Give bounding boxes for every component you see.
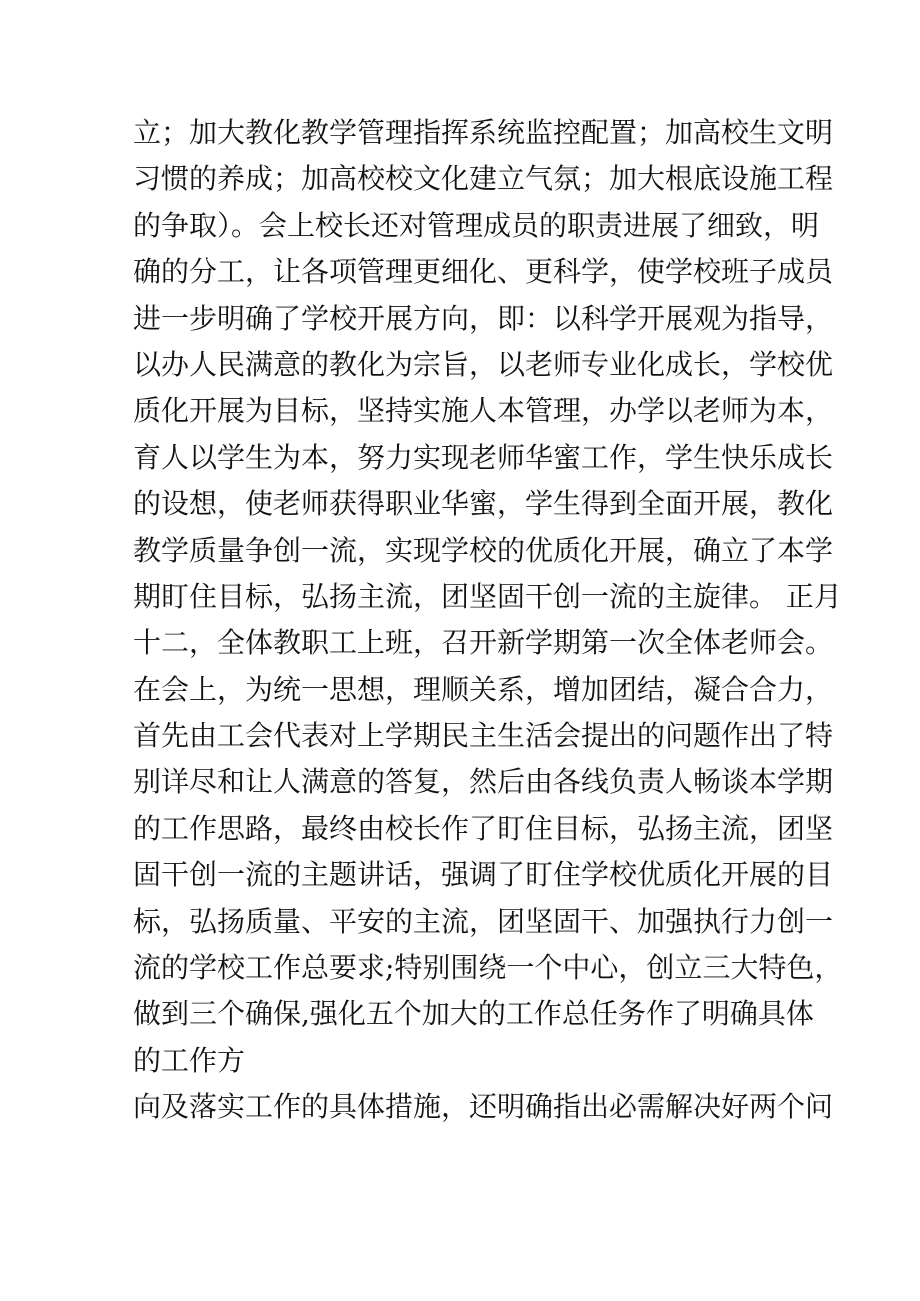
text-line: 向及落实工作的具体措施，还明确指出必需解决好两个问 — [133, 1090, 834, 1124]
text-line: 确的分工，让各项管理更细化、更科学，使学校班子成员 — [133, 255, 834, 289]
text-line: 的争取）。会上校长还对管理成员的职责进展了细致，明 — [133, 208, 820, 242]
text-line: 质化开展为目标，坚持实施人本管理，办学以老师为本， — [133, 394, 834, 428]
text-line: 以办人民满意的教化为宗旨，以老师专业化成长，学校优 — [133, 347, 834, 381]
text-line: 在会上，为统一思想，理顺关系，增加团结，凝合合力， — [133, 672, 834, 706]
text-line: 立；加大教化教学管理指挥系统监控配置；加高校生文明 — [133, 116, 834, 149]
text-line: 教学质量争创一流，实现学校的优质化开展，确立了本学 — [133, 533, 834, 567]
text-line: 流的学校工作总要求;特别围绕一个中心，创立三大特色， — [133, 951, 843, 985]
text-line: 育人以学生为本，努力实现老师华蜜工作，学生快乐成长 — [133, 440, 834, 474]
text-line: 固干创一流的主题讲话，强调了盯住学校优质化开展的目 — [133, 858, 834, 892]
text-line: 首先由工会代表对上学期民主生活会提出的问题作出了特 — [133, 719, 834, 753]
text-line: 十二，全体教职工上班，召开新学期第一次全体老师会。 — [133, 626, 834, 660]
text-line: 习惯的养成；加高校校文化建立气氛；加大根底设施工程 — [133, 162, 834, 196]
text-line: 期盯住目标，弘扬主流，团坚固干创一流的主旋律。 正月 — [133, 579, 842, 613]
text-line: 别详尽和让人满意的答复，然后由各线负责人畅谈本学期 — [133, 765, 834, 799]
body-text — [133, 110, 843, 1131]
text-line: 的设想，使老师获得职业华蜜，学生得到全面开展，教化 — [133, 487, 834, 521]
text-line: 标，弘扬质量、平安的主流，团坚固干、加强执行力创一 — [133, 904, 834, 938]
text-line: 的工作思路，最终由校长作了盯住目标，弘扬主流，团坚 — [133, 811, 834, 845]
text-line: 做到三个确保,强化五个加大的工作总任务作了明确具体 — [133, 997, 814, 1031]
text-line: 进一步明确了学校开展方向，即：以科学开展观为指导， — [133, 301, 834, 335]
text-line: 的工作方 — [133, 1043, 246, 1077]
